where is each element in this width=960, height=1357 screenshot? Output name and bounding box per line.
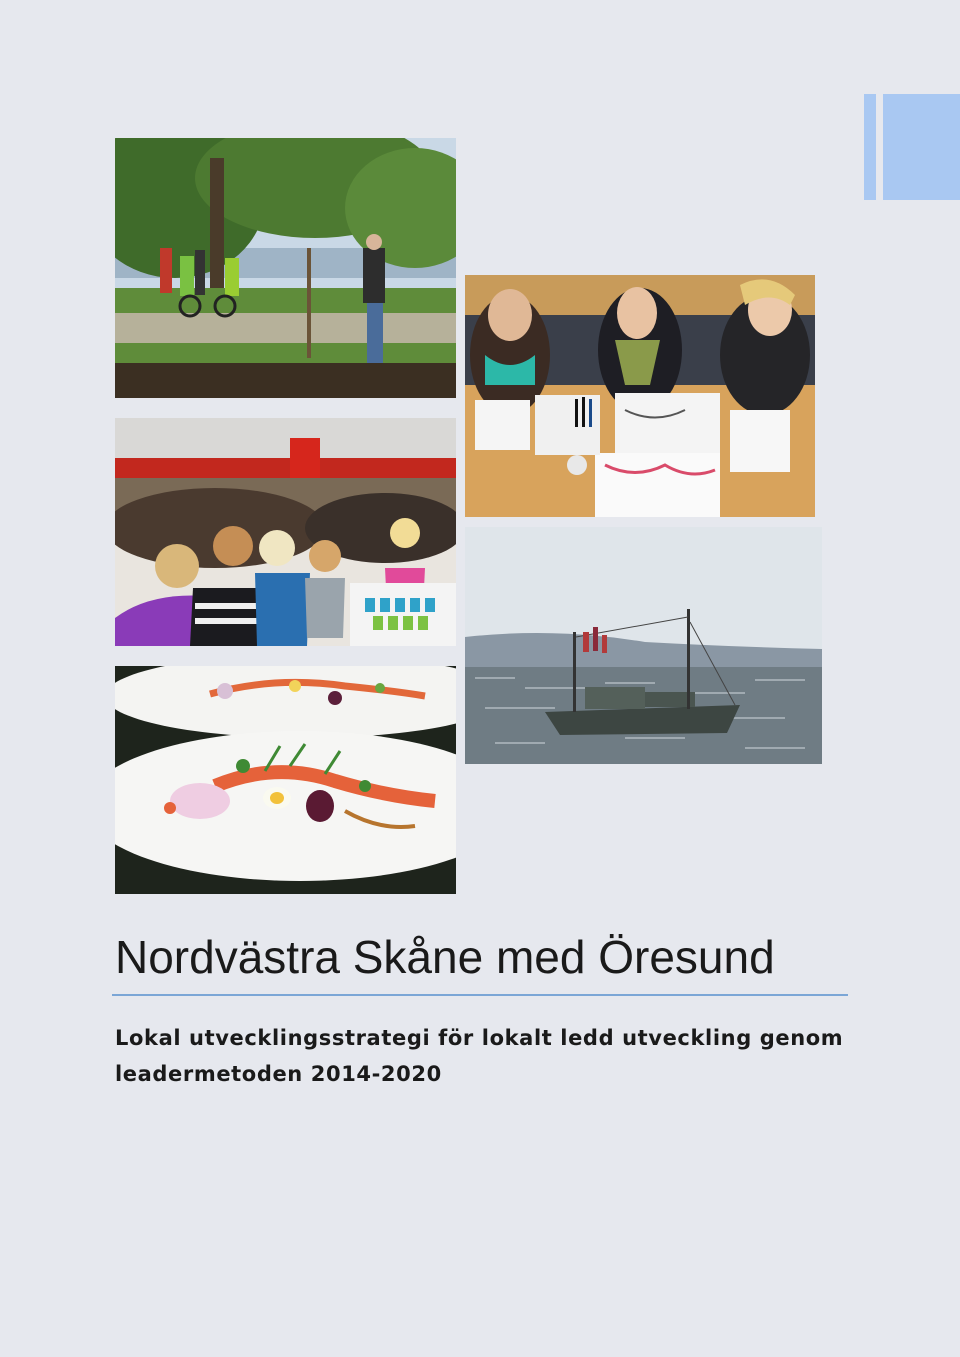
people-by-lake-photo xyxy=(115,138,456,398)
title-divider xyxy=(112,994,848,996)
fishing-boat-on-sea-photo xyxy=(465,527,822,764)
women-at-workshop-table-photo xyxy=(465,275,815,517)
document-title: Nordvästra Skåne med Öresund xyxy=(115,931,775,983)
children-at-gathering-photo xyxy=(115,418,456,646)
plated-food-photo xyxy=(115,666,456,894)
document-subtitle: Lokal utvecklingsstrategi för lokalt ledd utveckling genom leadermetoden 2014-2020 xyxy=(115,1026,844,1086)
corner-accent-narrow xyxy=(864,94,876,200)
corner-accent-wide xyxy=(883,94,960,200)
